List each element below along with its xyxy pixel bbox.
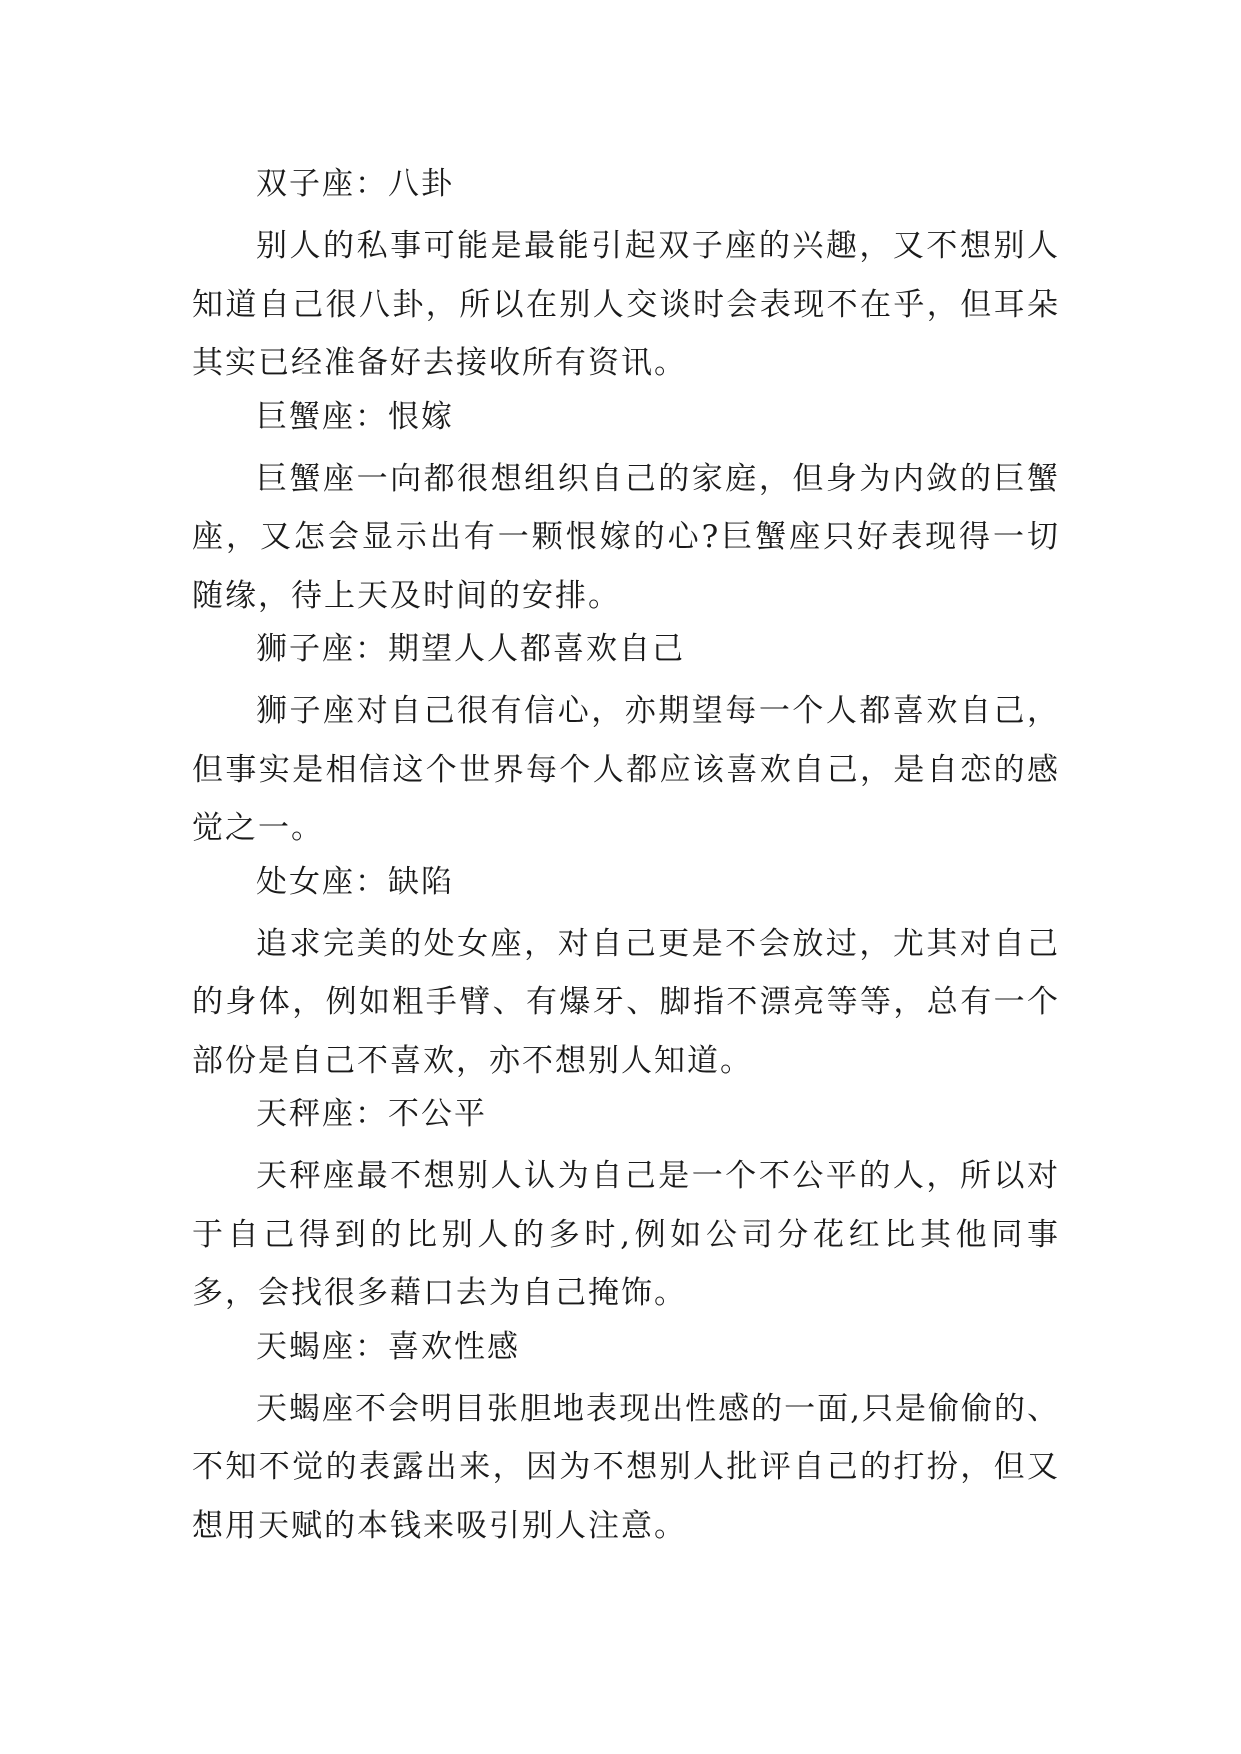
section-libra — [192, 1090, 1060, 1323]
section-cancer — [192, 393, 1060, 626]
section-paragraph: 别人的私事可能是最能引起双子座的兴趣，又不想别人知道自己很八卦，所以在别人交谈时会表现不在乎，但耳朵其实已经准备好去接收所有资讯。 — [192, 228, 1060, 381]
section-heading: 天秤座：不公平 — [256, 1096, 487, 1132]
section-heading: 狮子座：期望人人都喜欢自己 — [256, 631, 685, 667]
section-paragraph: 巨蟹座一向都很想组织自己的家庭，但身为内敛的巨蟹座，又怎会显示出有一颗恨嫁的心?巨蟹座只好表现得一切随缘，待上天及时间的安排。 — [192, 460, 1060, 614]
section-heading: 巨蟹座：恨嫁 — [256, 398, 454, 435]
section-virgo — [192, 858, 1060, 1091]
section-paragraph: 天秤座最不想别人认为自己是一个不公平的人，所以对于自己得到的比别人的多时,例如公司分花红比其他同事多，会找很多藉口去为自己掩饰。 — [192, 1158, 1060, 1311]
section-paragraph: 狮子座对自己很有信心，亦期望每一个人都喜欢自己，但事实是相信这个世界每个人都应该喜欢自己，是自恋的感觉之一。 — [192, 693, 1060, 846]
section-gemini — [192, 160, 1060, 393]
section-heading: 天蝎座：喜欢性感 — [256, 1328, 520, 1365]
section-scorpio — [192, 1323, 1060, 1556]
document-page — [192, 160, 1060, 1555]
section-paragraph: 天蝎座不会明目张胆地表现出性感的一面,只是偷偷的、不知不觉的表露出来，因为不想别人批评自己的打扮，但又想用天赋的本钱来吸引别人注意。 — [192, 1390, 1060, 1544]
section-leo — [192, 625, 1060, 858]
section-paragraph: 追求完美的处女座，对自己更是不会放过，尤其对自己的身体，例如粗手臂、有爆牙、脚指不漂亮等等，总有一个部份是自己不喜欢，亦不想别人知道。 — [192, 925, 1060, 1079]
section-heading: 双子座：八卦 — [256, 166, 454, 202]
section-heading: 处女座：缺陷 — [256, 863, 454, 900]
